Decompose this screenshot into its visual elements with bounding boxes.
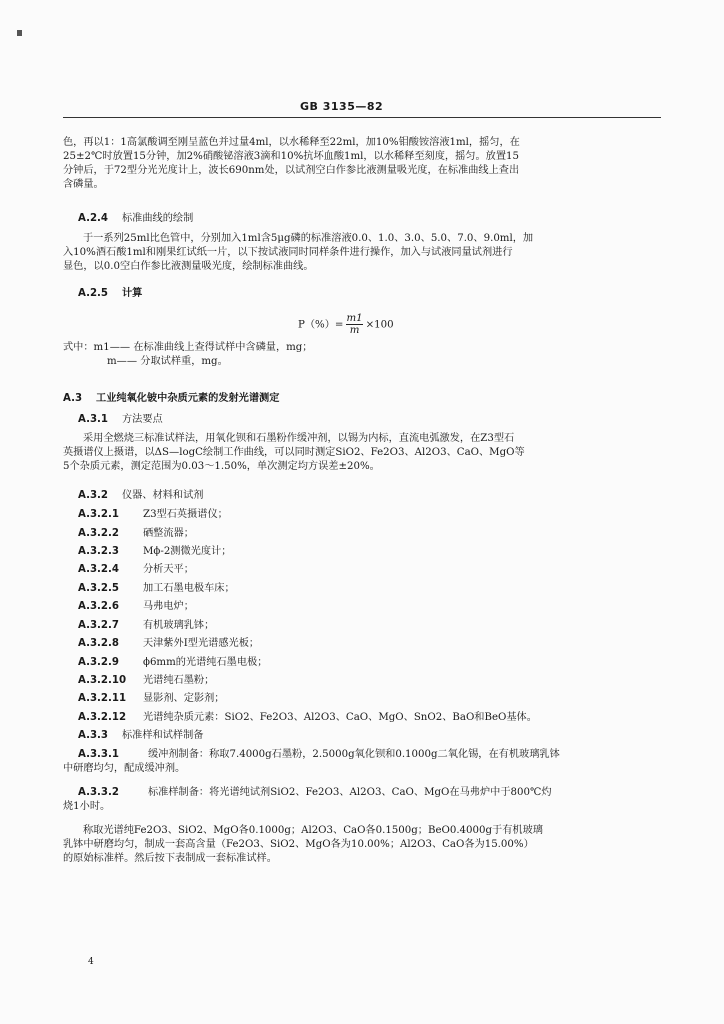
text-line: 英摄谱仪上摄谱，以ΔS—logC绘制工作曲线，可以同时测定SiO2、Fe2O3、Al2O3、CaO、MgO等	[63, 447, 525, 458]
section-number: A.3.2	[78, 490, 108, 501]
paragraph-a31	[63, 432, 661, 474]
section-heading-a24	[78, 212, 676, 226]
item-text: 硒整流器；	[143, 528, 194, 539]
paragraph-final	[63, 824, 661, 866]
item-number: A.3.2.6	[78, 601, 119, 612]
section-heading-a32	[78, 489, 676, 503]
text-line: 的原始标准样。然后按下表制成一套标准试样。	[63, 853, 277, 864]
item-number: A.3.2.10	[78, 675, 127, 686]
section-heading-a33	[78, 729, 676, 743]
item-a331	[63, 748, 661, 776]
item-number: A.3.2.7	[78, 620, 119, 631]
formula-rhs: ×100	[365, 319, 394, 331]
section-heading-a31	[78, 413, 676, 427]
text-line: 入10%酒石酸1ml和刚果红试纸一片，以下按试液同时同样条件进行操作，加入与试液同量试剂进行	[63, 247, 513, 258]
section-number: A.3.1	[78, 414, 108, 425]
item-text: 马弗电炉；	[143, 601, 194, 612]
where-line: 式中：m1—— 在标准曲线上查得试样中含磷量，mg；	[63, 342, 313, 353]
text-line: 中研磨均匀，配成缓冲剂。	[63, 763, 186, 774]
item-text: 天津紫外Ⅰ型光谱感光板；	[143, 638, 260, 649]
paragraph-continued	[63, 136, 661, 192]
list-item	[78, 527, 658, 541]
item-number: A.3.3.1	[78, 749, 119, 760]
item-text: 分析天平；	[143, 564, 194, 575]
item-number: A.3.2.8	[78, 638, 119, 649]
formula-denominator: m	[349, 325, 360, 336]
list-item	[78, 637, 658, 651]
list-item	[78, 600, 658, 614]
item-number: A.3.2.3	[78, 546, 119, 557]
item-text: 加工石墨电极车床；	[143, 583, 235, 594]
section-heading-a25	[78, 287, 676, 301]
scan-speck	[17, 30, 22, 36]
item-text: 光谱纯杂质元素：SiO2、Fe2O3、Al2O3、CaO、MgO、SnO2、BaO和BeO基体。	[143, 712, 537, 723]
text-line: 显色，以0.0空白作参比液测量吸光度，绘制标准曲线。	[63, 261, 314, 272]
text-line: 于一系列25ml比色管中，分别加入1ml含5μg磷的标准溶液0.0、1.0、3.0、5.0、7.0、9.0ml，加	[83, 233, 534, 244]
section-number: A.3	[63, 393, 83, 404]
list-item	[78, 692, 658, 706]
section-title: 计算	[122, 288, 143, 299]
text-line: 5个杂质元素，测定范围为0.03～1.50%，单次测定均方误差±20%。	[63, 461, 380, 472]
section-number: A.2.5	[78, 288, 108, 299]
list-item	[78, 582, 658, 596]
item-number: A.3.2.9	[78, 657, 119, 668]
header-rule	[63, 117, 661, 118]
item-text: 显影剂、定影剂；	[143, 693, 225, 704]
text-line: 称取光谱纯Fe2O3、SiO2、MgO各0.1000g；Al2O3、CaO各0.1500g；BeO0.4000g于有机玻璃	[83, 825, 543, 836]
section-title: 标准样和试样制备	[122, 730, 204, 741]
text-line	[63, 786, 661, 800]
item-number: A.3.2.4	[78, 564, 119, 575]
text-line: 含磷量。	[63, 179, 104, 190]
formula-where	[63, 341, 661, 369]
text-line: 色，再以1：1高氯酸调至刚呈蓝色并过量4ml，以水稀释至22ml，加10%钼酸铵溶液1ml，摇匀，在	[63, 137, 520, 148]
formula-fraction	[346, 313, 362, 336]
standard-code: GB 3135—82	[300, 100, 384, 113]
item-text: 有机玻璃乳钵；	[143, 620, 215, 631]
section-number: A.2.4	[78, 213, 108, 224]
list-item	[78, 508, 658, 522]
item-number: A.3.2.5	[78, 583, 119, 594]
item-text: Mϕ-2测微光度计；	[143, 546, 232, 557]
list-item	[78, 563, 658, 577]
item-text: 缓冲剂制备：称取7.4000g石墨粉，2.5000g氧化钡和0.1000g二氧化锡，在有机玻璃乳钵	[148, 749, 560, 760]
list-item	[78, 656, 658, 670]
list-item	[78, 711, 658, 725]
list-item	[78, 619, 658, 633]
text-line: 25±2℃时放置15分钟，加2%硝酸铋溶液3滴和10%抗坏血酸1ml，以水稀释至刻度，摇匀。放置15	[63, 151, 519, 162]
item-text: 标准样制备：将光谱纯试剂SiO2、Fe2O3、Al2O3、CaO、MgO在马弗炉中于800℃灼	[148, 787, 552, 798]
section-title: 标准曲线的绘制	[122, 213, 194, 224]
item-text: ϕ6mm的光谱纯石墨电极；	[143, 657, 268, 668]
where-line: m—— 分取试样重，mg。	[107, 356, 228, 367]
section-number: A.3.3	[78, 730, 108, 741]
item-text: 光谱纯石墨粉；	[143, 675, 215, 686]
section-title: 方法要点	[122, 414, 163, 425]
list-item	[78, 674, 658, 688]
text-line	[63, 748, 661, 762]
section-title: 仪器、材料和试剂	[122, 490, 204, 501]
formula-lhs: P（%）=	[298, 319, 344, 331]
text-line: 烧1小时。	[63, 801, 111, 812]
item-text: Z3型石英摄谱仪；	[143, 509, 228, 520]
formula-numerator: m1	[346, 313, 363, 324]
item-number: A.3.2.2	[78, 528, 119, 539]
list-item	[78, 545, 658, 559]
item-number: A.3.3.2	[78, 787, 119, 798]
text-line: 乳钵中研磨均匀，制成一套高含量（Fe2O3、SiO2、MgO各为10.00%；Al2O3、CaO各为15.00%）	[63, 839, 534, 850]
formula	[298, 313, 394, 336]
section-heading-a3	[63, 392, 661, 406]
text-line: 分钟后，于72型分光光度计上，波长690nm处，以试剂空白作参比液测量吸光度，在标准曲线上查出	[63, 165, 520, 176]
item-number: A.3.2.1	[78, 509, 119, 520]
item-number: A.3.2.11	[78, 693, 127, 704]
page-number: 4	[88, 957, 94, 967]
item-number: A.3.2.12	[78, 712, 127, 723]
section-title: 工业纯氧化铍中杂质元素的发射光谱测定	[96, 393, 280, 404]
paragraph-a24	[63, 232, 661, 274]
item-a332	[63, 786, 661, 814]
text-line: 采用全燃烧三标准试样法，用氧化钡和石墨粉作缓冲剂，以锡为内标，直流电弧激发，在Z3型石	[83, 433, 515, 444]
